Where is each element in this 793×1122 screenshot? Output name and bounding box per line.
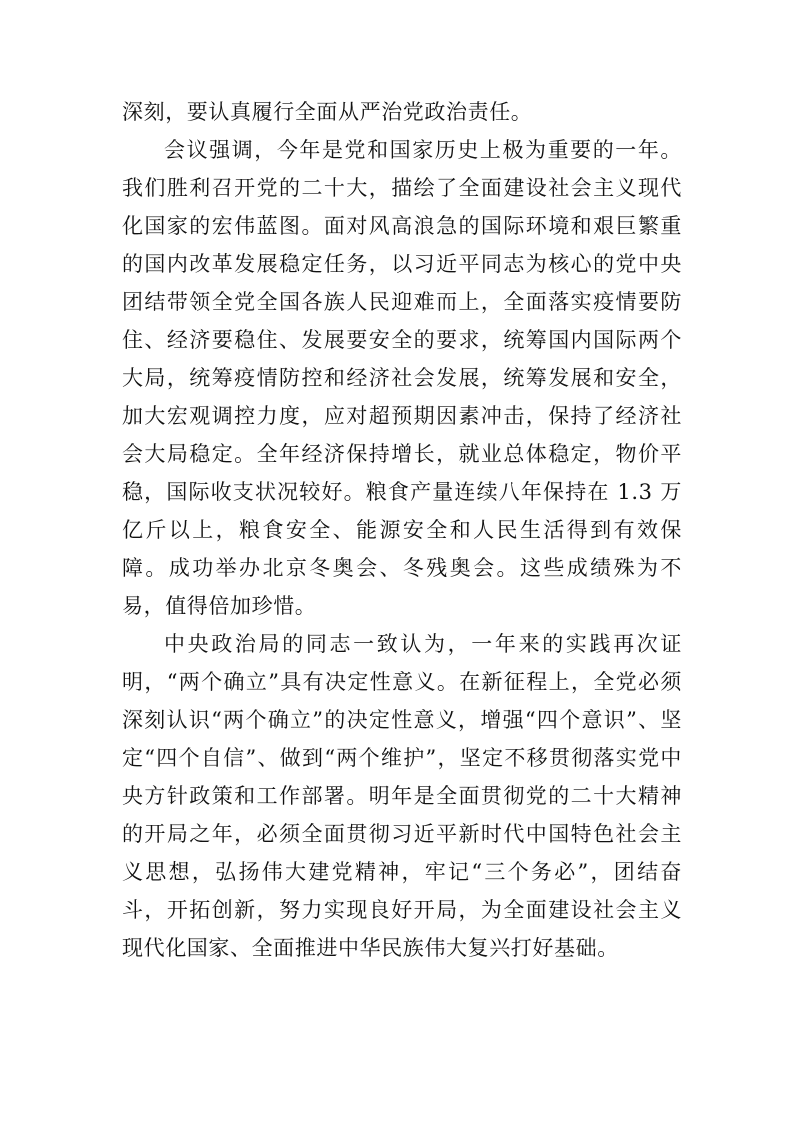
paragraph-meeting-emphasis: 会议强调，今年是党和国家历史上极为重要的一年。我们胜利召开党的二十大，描绘了全面建设社会主义现代化国家的宏伟蓝图。面对风高浪急的国际环境和艰巨繁重的国内改革发展稳定任务，以习近平同志为核心的党中央团结带领全党全国各族人民迎难而上，全面落实疫情要防住、经济要稳住、发展要安全的要求，统筹国内国际两个大局，统筹疫情防控和经济社会发展，统筹发展和安全，加大宏观调控力度，应对超预期因素冲击，保持了经济社会大局稳定。全年经济保持增长，就业总体稳定，物价平稳，国际收支状况较好。粮食产量连续八年保持在 1.3 万亿斤以上，粮食安全、能源安全和人民生活得到有效保障。成功举办北京冬奥会、冬残奥会。这些成绩殊为不易，值得倍加珍惜。: [122, 138, 682, 618]
paragraph-continuation: 深刻，要认真履行全面从严治党政治责任。: [122, 100, 533, 124]
document-body: [122, 93, 682, 967]
paragraph-politburo-consensus: 中央政治局的同志一致认为，一年来的实践再次证明，“两个确立”具有决定性意义。在新征程上，全党必须深刻认识“两个确立”的决定性意义，增强“四个意识”、坚定“四个自信”、做到“两个维护”，坚定不移贯彻落实党中央方针政策和工作部署。明年是全面贯彻党的二十大精神的开局之年，必须全面贯彻习近平新时代中国特色社会主义思想，弘扬伟大建党精神，牢记“三个务必”，团结奋斗，开拓创新，努力实现良好开局，为全面建设社会主义现代化国家、全面推进中华民族伟大复兴打好基础。: [122, 632, 682, 960]
